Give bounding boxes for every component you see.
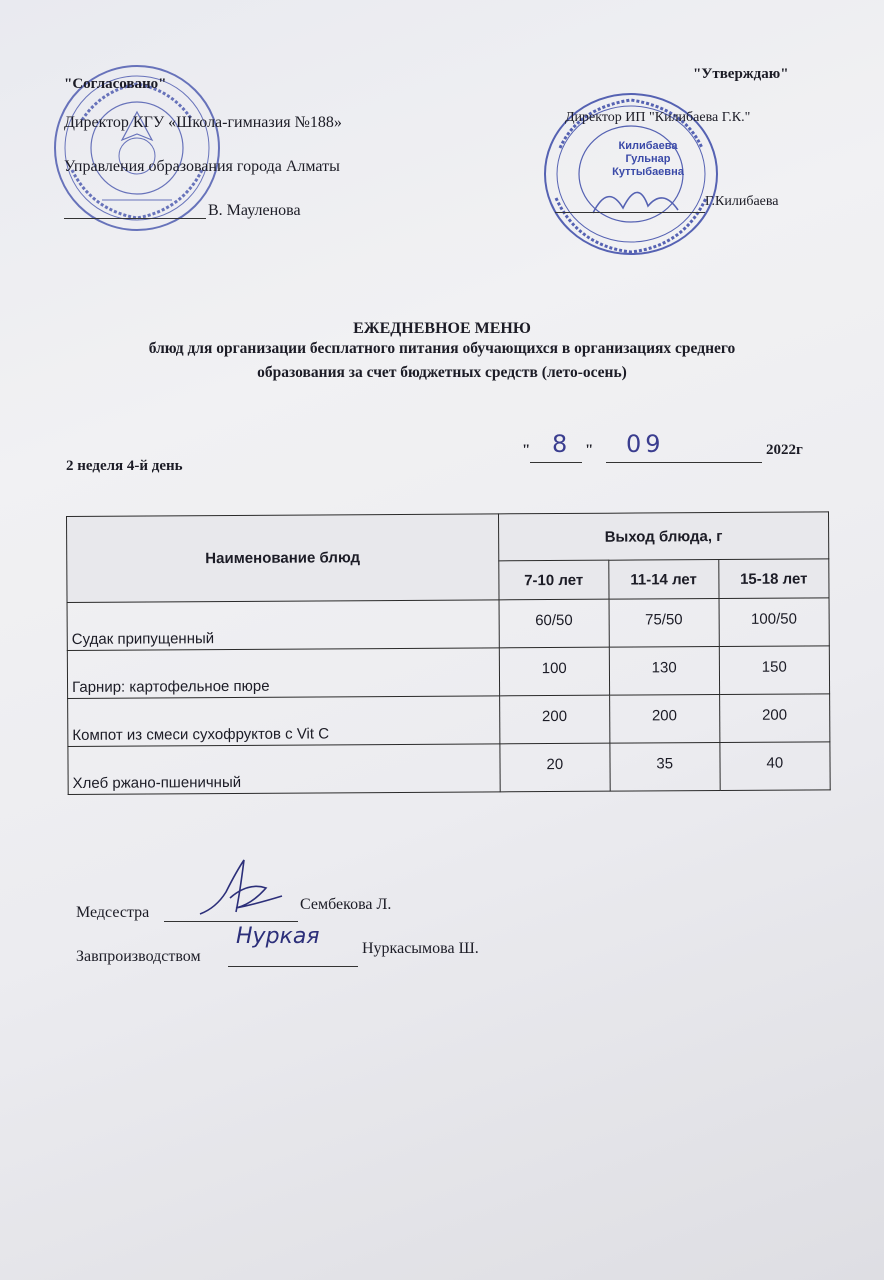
date-year: 2022г [766,442,803,458]
approval-right-heading: "Утверждаю" [693,66,789,82]
approval-left-line3: В. Мауленова [208,202,301,219]
portion-15-18: 200 [719,694,830,743]
portion-7-10: 60/50 [499,599,609,648]
table-row [68,742,830,795]
document-subtitle-line1: блюд для организации бесплатного питания обучающихся в организациях среднего [148,340,736,357]
date-day-field [530,432,582,463]
dish-name: Гарнир: картофельное пюре [67,648,499,699]
date-quote-close: " [585,442,594,458]
output-header: Выход блюда, г [498,512,828,561]
approval-right-line3: Г.Килибаева [705,194,779,209]
document-title: ЕЖЕДНЕВНОЕ МЕНЮ [353,320,531,337]
date-quote-open: " [522,442,531,458]
portion-11-14: 130 [609,647,719,696]
age-header: 15-18 лет [718,559,829,599]
manager-role: Завпроизводством [76,948,201,965]
stamp-line: Гульнар [625,153,671,165]
dish-name: Судак припущенный [67,600,499,651]
signature-line [228,948,358,967]
signature-line [555,194,705,213]
portion-11-14: 200 [609,695,719,744]
approval-left-heading: "Согласовано" [64,76,167,92]
table-row [68,694,830,747]
approval-left-line2: Управления образования города Алматы [64,158,340,175]
dish-name: Хлеб ржано-пшеничный [68,744,500,795]
portion-7-10: 20 [500,743,610,792]
document-subtitle-line2: образования за счет бюджетных средств (лето-осень) [257,364,627,381]
nurse-role: Медсестра [76,904,150,921]
stamp-name-text [598,140,698,179]
menu-table [66,511,831,795]
dish-name-header: Наименование блюд [67,514,499,603]
stamp-line: Куттыбаевна [612,166,684,178]
age-header: 11-14 лет [609,560,719,600]
portion-15-18: 150 [719,646,830,695]
portion-11-14: 75/50 [609,599,719,648]
age-header: 7-10 лет [499,560,609,600]
signature-line [64,200,206,219]
date-day-handwritten: 8 [552,430,568,458]
portion-11-14: 35 [610,743,720,792]
manager-signature-handwriting: Нуркая [236,924,320,949]
week-day-label: 2 неделя 4-й день [66,458,183,474]
portion-15-18: 100/50 [719,598,830,647]
portion-7-10: 200 [499,695,609,744]
dish-name: Компот из смеси сухофруктов с Vit C [68,696,500,747]
table-row [67,646,829,699]
table-header-row [67,512,829,564]
stamp-line: Килибаева [618,140,678,152]
table-row [67,598,829,651]
portion-7-10: 100 [499,647,609,696]
nurse-signature [196,852,286,932]
manager-name: Нуркасымова Ш. [362,940,479,957]
approval-left-line1: Директор КГУ «Школа-гимназия №188» [64,114,342,131]
date-month-field [606,432,762,463]
portion-15-18: 40 [720,742,831,791]
nurse-name: Сембекова Л. [300,896,392,913]
approval-right-line1: Директор ИП "Килибаева Г.К." [565,110,751,125]
date-month-handwritten: 09 [626,430,665,458]
